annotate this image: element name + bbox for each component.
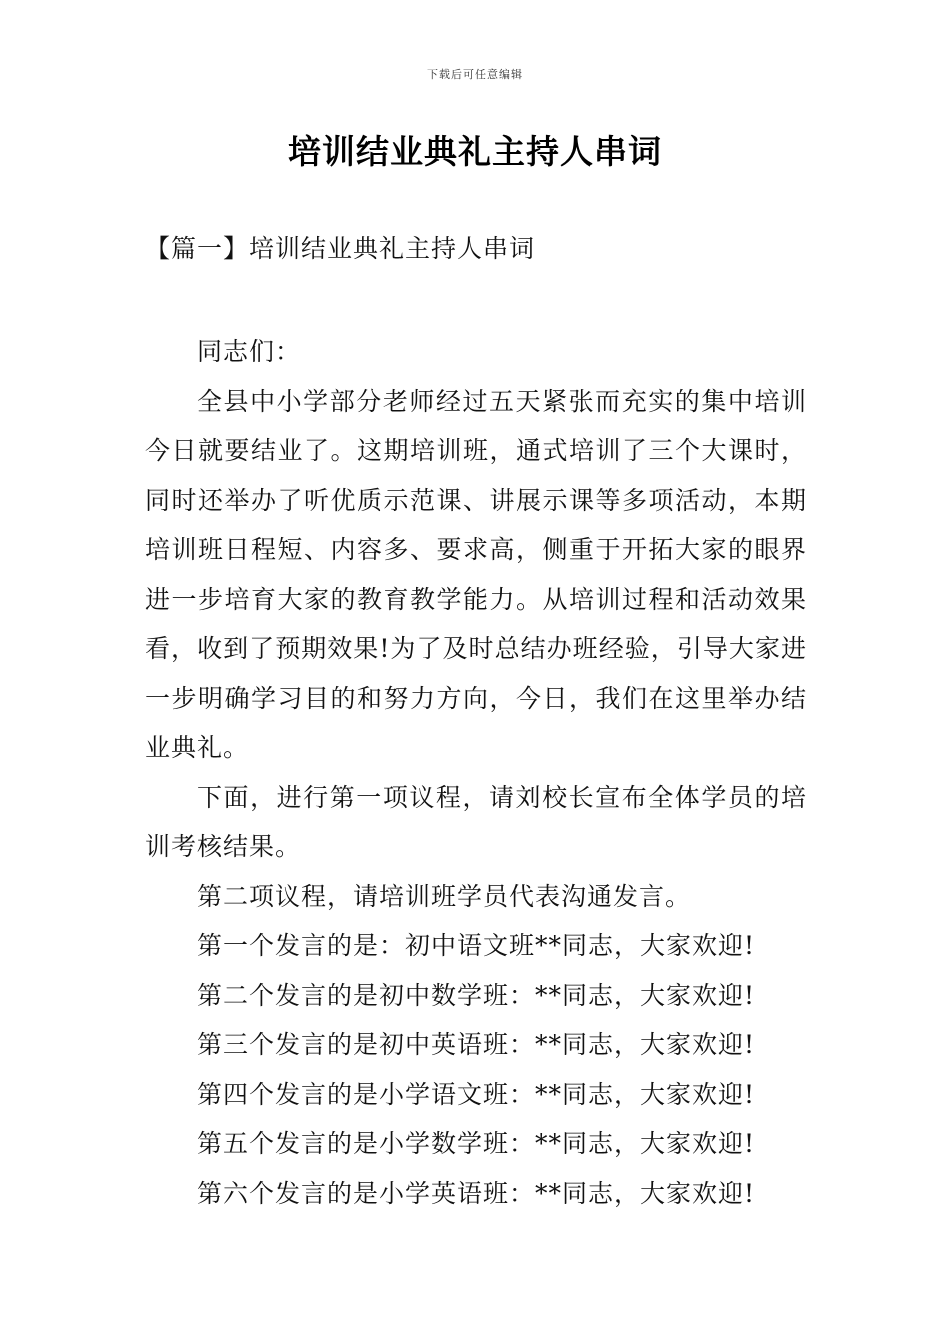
document-body	[145, 327, 807, 1218]
paragraph-speaker-6: 第六个发言的是小学英语班：**同志，大家欢迎!	[197, 1178, 756, 1208]
paragraph-opening: 全县中小学部分老师经过五天紧张而充实的集中培训今日就要结业了。这期培训班，通式培训了三个大课时，同时还举办了听优质示范课、讲展示课等多项活动，本期培训班日程短、内容多、要求高，侧重于开拓大家的眼界进一步培育大家的教育教学能力。从培训过程和活动效果看，收到了预期效果!为了及时总结办班经验，引导大家进一步明确学习目的和努力方向，今日，我们在这里举办结业典礼。	[145, 386, 807, 762]
paragraph-speaker-5: 第五个发言的是小学数学班：**同志，大家欢迎!	[197, 1129, 756, 1158]
section-heading: 【篇一】培训结业典礼主持人串词	[145, 234, 536, 263]
document-title: 培训结业典礼主持人串词	[288, 132, 662, 171]
paragraph-speaker-2: 第二个发言的是初中数学班：**同志，大家欢迎!	[197, 980, 756, 1010]
paragraph-agenda-two: 第二项议程，请培训班学员代表沟通发言。	[197, 881, 692, 911]
paragraph-salutation: 同志们：	[197, 337, 302, 366]
paragraph-speaker-4: 第四个发言的是小学语文班：**同志，大家欢迎!	[197, 1079, 756, 1109]
paragraph-agenda-one: 下面，进行第一项议程，请刘校长宣布全体学员的培训考核结果。	[145, 782, 807, 861]
paragraph-speaker-1: 第一个发言的是：初中语文班**同志，大家欢迎!	[197, 931, 756, 960]
paragraph-speaker-3: 第三个发言的是初中英语班：**同志，大家欢迎!	[197, 1030, 756, 1059]
header-note: 下载后可任意编辑	[427, 68, 523, 81]
